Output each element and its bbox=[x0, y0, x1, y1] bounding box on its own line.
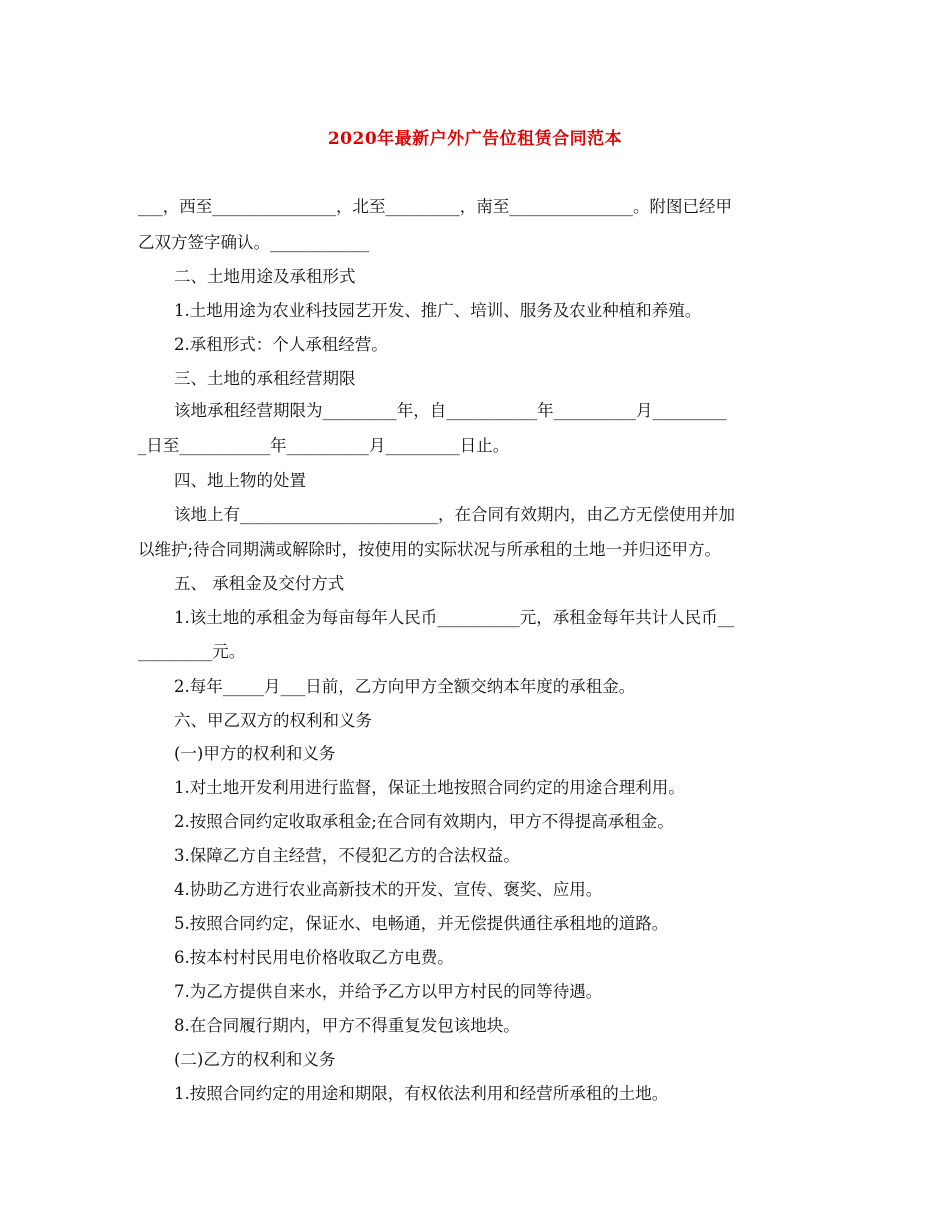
text-line-lease-form: 2.承租形式：个人承租经营。 bbox=[174, 335, 388, 354]
section-heading-land-use: 二、土地用途及承租形式 bbox=[174, 267, 356, 286]
text-line-confirmation: 乙双方签字确认。____________ bbox=[138, 233, 369, 252]
list-item: 7.为乙方提供自来水，并给予乙方以甲方村民的同等待遇。 bbox=[174, 982, 603, 1001]
text-line-boundaries: ___，西至_______________，北至_________，南至_______________。附图已经甲 bbox=[138, 197, 732, 216]
list-item: 1.对土地开发利用进行监督，保证土地按照合同约定的用途合理利用。 bbox=[174, 778, 685, 797]
section-heading-lease-term: 三、土地的承租经营期限 bbox=[174, 369, 356, 388]
text-line-rent-total: _________元。 bbox=[138, 642, 246, 661]
text-line-structures: 该地上有________________________，在合同有效期内，由乙方无偿使用并加 bbox=[174, 505, 735, 524]
text-line-land-use: 1.土地用途为农业科技园艺开发、推广、培训、服务及农业种植和养殖。 bbox=[174, 301, 702, 320]
list-item: 8.在合同履行期内，甲方不得重复发包该地块。 bbox=[174, 1016, 520, 1035]
section-heading-rent: 五、 承租金及交付方式 bbox=[174, 574, 345, 593]
list-item: 3.保障乙方自主经营，不侵犯乙方的合法权益。 bbox=[174, 846, 520, 865]
list-item: 2.按照合同约定收取承租金;在合同有效期内，甲方不得提高承租金。 bbox=[174, 812, 674, 831]
list-item: 6.按本村村民用电价格收取乙方电费。 bbox=[174, 948, 454, 967]
list-item: 5.按照合同约定，保证水、电畅通，并无偿提供通往承租地的道路。 bbox=[174, 914, 669, 933]
section-heading-rights: 六、甲乙双方的权利和义务 bbox=[174, 711, 372, 730]
text-line-lease-term-end: _日至___________年__________月_________日止。 bbox=[138, 436, 510, 455]
text-line-lease-term: 该地承租经营期限为_________年，自___________年__________月_________ bbox=[174, 401, 727, 420]
text-line-rent-payment: 2.每年_____月___日前，乙方向甲方全额交纳本年度的承租金。 bbox=[174, 677, 636, 696]
list-item: 1.按照合同约定的用途和期限，有权依法利用和经营所承租的土地。 bbox=[174, 1084, 669, 1103]
subsection-heading-party-b: (二)乙方的权利和义务 bbox=[174, 1050, 336, 1069]
document-title: 2020年最新户外广告位租赁合同范本 bbox=[327, 129, 623, 149]
text-line-rent-amount: 1.该土地的承租金为每亩每年人民币__________元，承租金每年共计人民币__ bbox=[174, 608, 735, 627]
text-line-structures-return: 以维护;待合同期满或解除时，按使用的实际状况与所承租的土地一并归还甲方。 bbox=[138, 540, 722, 559]
list-item: 4.协助乙方进行农业高新技术的开发、宣传、褒奖、应用。 bbox=[174, 880, 603, 899]
section-heading-structures: 四、地上物的处置 bbox=[174, 471, 306, 490]
subsection-heading-party-a: (一)甲方的权利和义务 bbox=[174, 744, 336, 763]
